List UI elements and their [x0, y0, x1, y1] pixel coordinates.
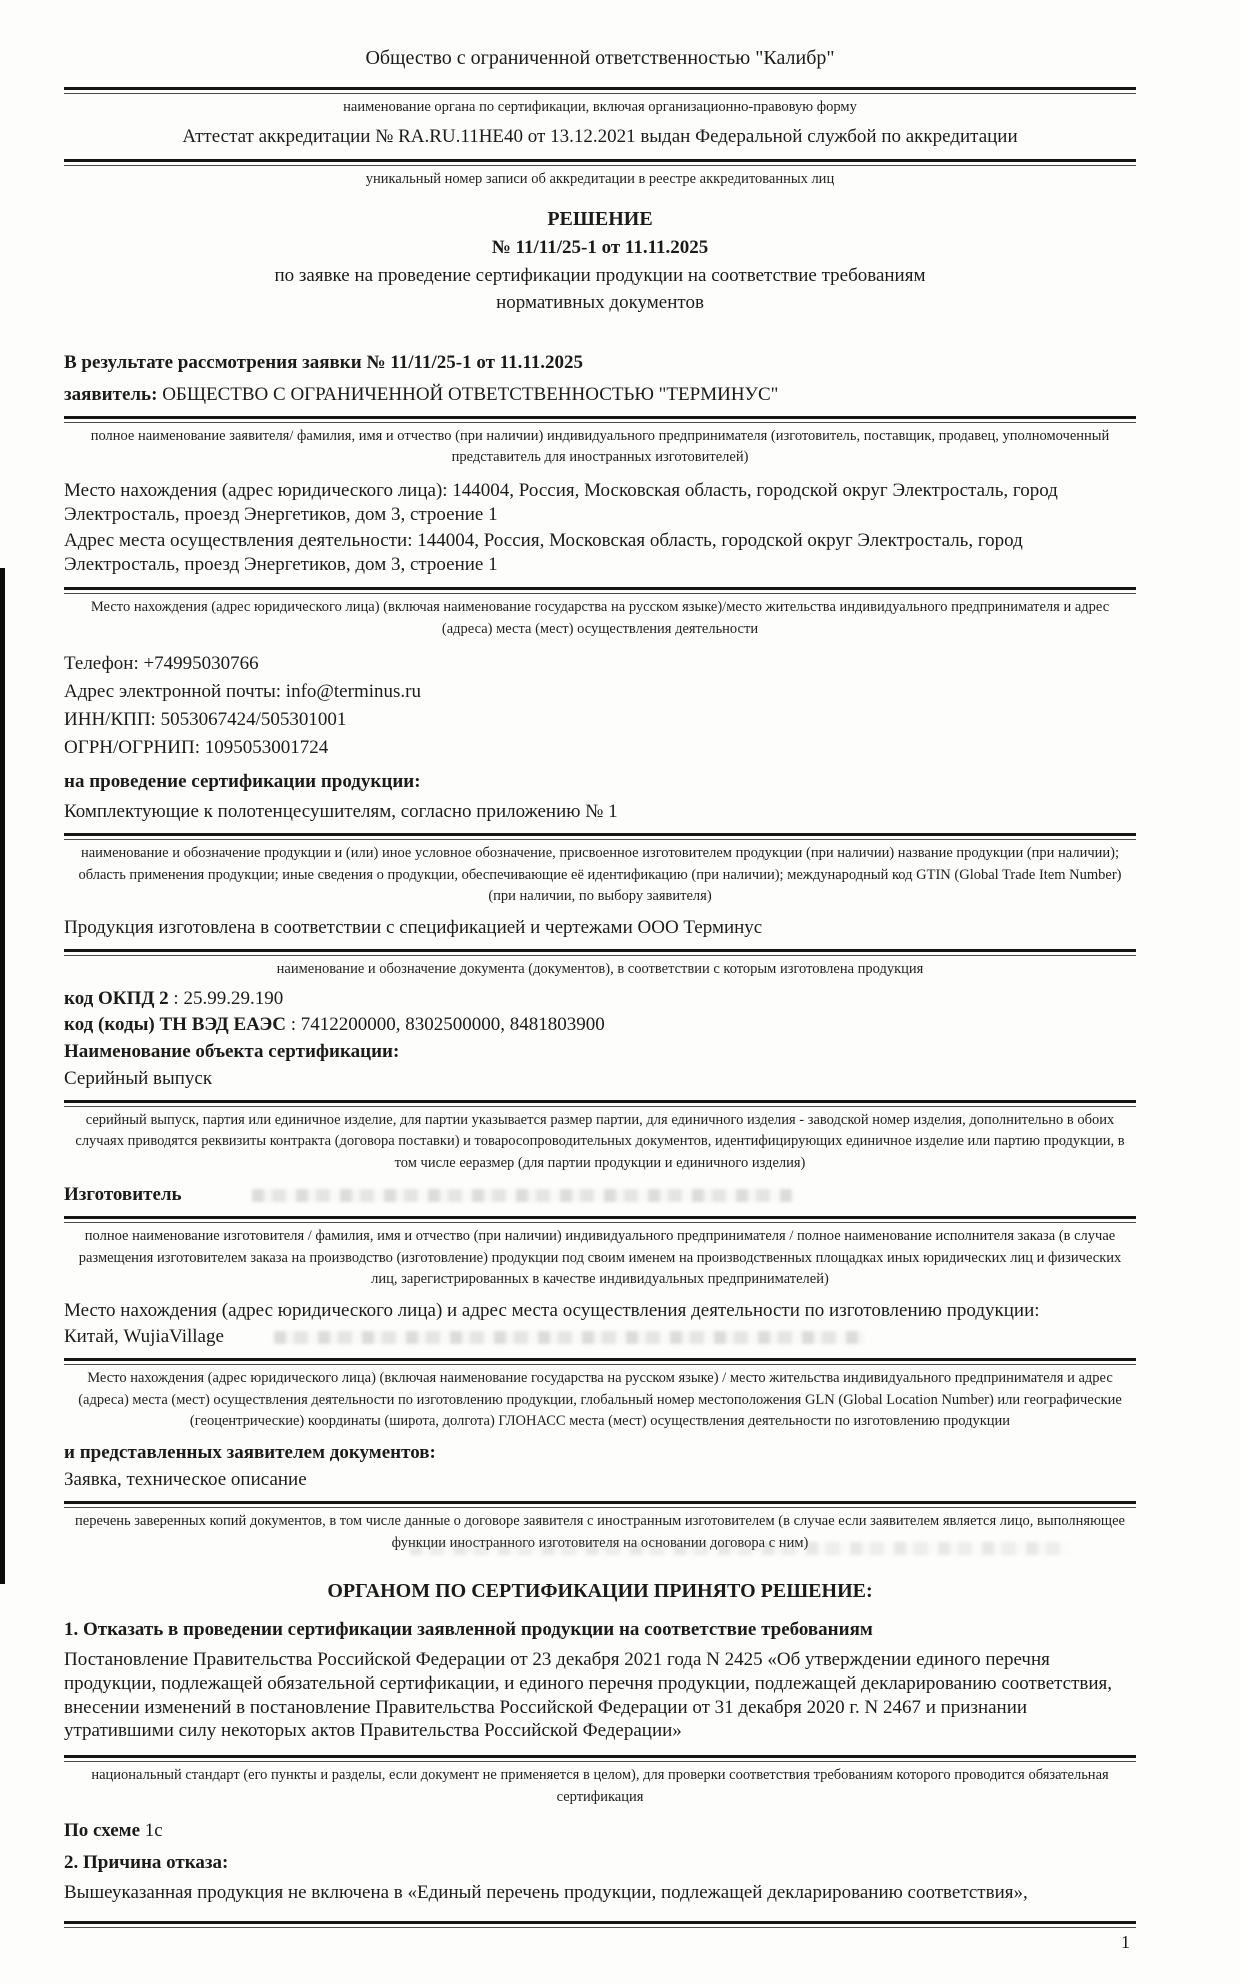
product-made-according: Продукция изготовлена в соответствии с спецификацией и чертежами ООО Терминус: [64, 917, 763, 939]
page-number: 1: [1121, 1931, 1130, 1952]
applicant-phone: Телефон: +74995030766: [64, 653, 259, 675]
applicant-email: Адрес электронной почты: info@terminus.ru: [64, 681, 421, 703]
decision-title: РЕШЕНИЕ: [547, 207, 653, 230]
product-section-heading: на проведение сертификации продукции:: [64, 771, 421, 792]
decision-subtitle-1: по заявке на проведение сертификации продукции на соответствие требованиям: [274, 264, 926, 286]
divider-rule: [64, 949, 1136, 956]
decision-subtitle-2: нормативных документов: [496, 291, 704, 313]
divider-rule: [64, 1501, 1136, 1508]
object-value: Серийный выпуск: [64, 1067, 213, 1089]
scan-ghost-text: [410, 1542, 1070, 1555]
applicant-caption: полное наименование заявителя/ фамилия, имя и отчество (при наличии) индивидуального предпринимателя (изготовитель, поставщик, продавец, уполномоченный представитель для иностранных изготовителей): [90, 427, 1110, 466]
object-caption: серийный выпуск, партия или единичное изделие, для партии указывается размер партии, для единичного изделия - заводской номер изделия, дополнительно в обоих случаях приводятся реквизиты контракта (договора поставки) и товаросопроводительных документов, идентифицирующих единичное изделие или партию продукции, в том числе ееразмер (для партии продукции и единичного изделия): [75, 1111, 1125, 1172]
manufacturer-heading: Изготовитель: [64, 1183, 182, 1205]
okpd-line: [64, 987, 1136, 1011]
scan-ghost-text: [252, 1189, 792, 1202]
resolution-heading: ОРГАНОМ ПО СЕРТИФИКАЦИИ ПРИНЯТО РЕШЕНИЕ:: [327, 1579, 873, 1602]
manufacturer-heading-line: [64, 1183, 1136, 1207]
cert-body-name: Общество с ограниченной ответственностью "Калибр": [365, 47, 835, 69]
product-name-caption: наименование и обозначение продукции и (или) иное условное обозначение, присвоенное изготовителем продукции (при наличии) название продукции (при наличии); область применения продукции; иные сведения о продукции, обеспечивающие её идентификацию (при наличии); международный код GTIN (Global Trade Item Number) (при наличии, по выбору заявителя): [78, 844, 1122, 905]
resolution-item1-heading: 1. Отказать в проведении сертификации заявленной продукции на соответствие требованиям: [64, 1618, 873, 1640]
divider-rule: [64, 87, 1136, 94]
manufacturer-caption: полное наименование изготовителя / фамилия, имя и отчество (при наличии) индивидуального предпринимателя / полное наименование исполнителя заказа (в случае размещения изготовителем заказа на производство (изготовление) продукции под своим именем на производственных площадках иных юридических лиц и физических лиц, зарегистрированных в качестве индивидуальных предпринимателей): [78, 1227, 1122, 1288]
okpd-label: код ОКПД 2: [64, 987, 169, 1009]
divider-rule: [64, 587, 1136, 594]
accreditation-caption: уникальный номер записи об аккредитации в реестре аккредитованных лиц: [365, 170, 835, 187]
scan-ghost-text: [274, 1331, 864, 1344]
divider-rule: [64, 1755, 1136, 1762]
tnved-value: : 7412200000, 8302500000, 8481803900: [290, 1013, 605, 1035]
tnved-label: код (коды) ТН ВЭД ЕАЭС: [64, 1013, 287, 1035]
manufacturer-address-value: Китай, WujiaVillage: [64, 1325, 224, 1347]
documents-caption: перечень заверенных копий документов, в том числе данные о договоре заявителя с иностранным изготовителем (в случае если заявителем является лицо, выполняющее функции иностранного изготовителя на основании договора с ним): [75, 1513, 1125, 1551]
resolution-standard-caption: национальный стандарт (его пункты и разделы, если документ не применяется в целом), для проверки соответствия требованиям которого проводится обязательная сертификация: [91, 1767, 1109, 1806]
resolution-item2-body: Вышеуказанная продукция не включена в «Единый перечень продукции, подлежащей декларированию соответствия»,: [64, 1881, 1028, 1903]
applicant-line: [64, 383, 1136, 407]
product-name: Комплектующие к полотенцесушителям, согласно приложению № 1: [64, 800, 618, 822]
applicant-address-caption: Место нахождения (адрес юридического лица) (включая наименование государства на русском языке)/место жительства индивидуального предпринимателя и адрес (адреса) места (мест) осуществления деятельности: [90, 598, 1110, 637]
divider-rule: [64, 1100, 1136, 1107]
documents-value: Заявка, техническое описание: [64, 1469, 307, 1491]
applicant-value: ОБЩЕСТВО С ОГРАНИЧЕННОЙ ОТВЕТСТВЕННОСТЬЮ "ТЕРМИНУС": [162, 383, 779, 405]
resolution-item1-body: Постановление Правительства Российской Федерации от 23 декабря 2021 года N 2425 «Об утверждении единого перечня продукции, подлежащей обязательной сертификации, и единого перечня продукции, подлежащей декларированию соответствия, внесении изменений в постановление Правительства Российской Федерации от 31 декабря 2020 г. N 2467 и признании утратившими силу некоторых актов Правительства Российской Федерации»: [64, 1648, 1113, 1742]
decision-number: № 11/11/25-1 от 11.11.2025: [491, 236, 709, 258]
object-heading: Наименование объекта сертификации:: [64, 1040, 400, 1062]
product-doc-caption: наименование и обозначение документа (документов), в соответствии с которым изготовлена продукция: [276, 961, 924, 978]
divider-rule: [64, 1921, 1136, 1928]
divider-rule: [64, 416, 1136, 423]
manufacturer-address-value-line: [64, 1325, 1136, 1349]
tnved-line: [64, 1013, 1136, 1037]
documents-heading: и представленных заявителем документов:: [64, 1442, 436, 1464]
applicant-ogrn: ОГРН/ОГРНИП: 1095053001724: [64, 737, 329, 759]
applicant-activity-address: Адрес места осуществления деятельности: 144004, Россия, Московская область, городской округ Электросталь, город Электросталь, проезд Энергетиков, дом 3, строение 1: [64, 529, 1023, 575]
applicant-label: заявитель:: [64, 383, 158, 405]
divider-rule: [64, 159, 1136, 166]
divider-rule: [64, 833, 1136, 840]
scheme-label: По схеме: [64, 1819, 141, 1841]
applicant-legal-address: Место нахождения (адрес юридического лица): 144004, Россия, Московская область, городской округ Электросталь, город Электросталь, проезд Энергетиков, дом 3, строение 1: [64, 480, 1058, 525]
manufacturer-address-caption: Место нахождения (адрес юридического лица) (включая наименование государства на русском языке) / место жительства индивидуального предпринимателя и адрес (адреса) места (мест) осуществления деятельности по изготовлению продукции, глобальный номер местоположения GLN (Global Location Number) или географические (геоцентрические) координаты (широта, долгота) ГЛОНАСС места (мест) осуществления деятельности по изготовлению продукции: [78, 1369, 1122, 1430]
applicant-inn-kpp: ИНН/КПП: 5053067424/505301001: [64, 709, 347, 731]
scheme-value: 1с: [144, 1819, 163, 1841]
resolution-item2-heading: 2. Причина отказа:: [64, 1851, 229, 1873]
accreditation-line: Аттестат аккредитации № RA.RU.11НЕ40 от 13.12.2021 выдан Федеральной службой по аккредитации: [182, 125, 1018, 147]
cert-body-caption: наименование органа по сертификации, включая организационно-правовую форму: [343, 99, 857, 116]
divider-rule: [64, 1216, 1136, 1223]
manufacturer-address-line: Место нахождения (адрес юридического лица) и адрес места осуществления деятельности по изготовлению продукции:: [64, 1300, 1040, 1321]
divider-rule: [64, 1358, 1136, 1365]
scheme-line: [64, 1819, 1136, 1843]
application-result-line: В результате рассмотрения заявки № 11/11/25-1 от 11.11.2025: [64, 351, 584, 373]
okpd-value: : 25.99.29.190: [173, 987, 284, 1009]
